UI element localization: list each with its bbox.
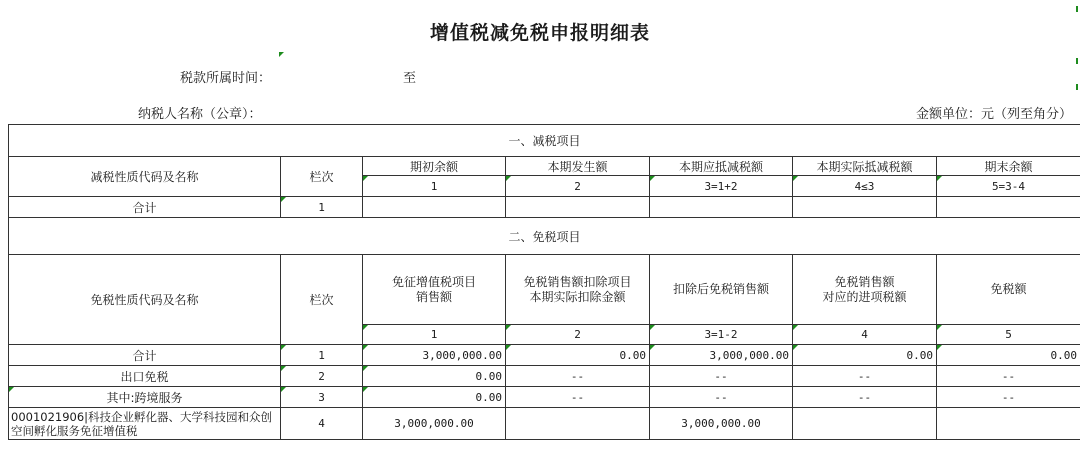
- table-row: [9, 387, 1080, 408]
- taxpayer-name-label: 纳税人名称（公章）：: [138, 107, 262, 122]
- row-line: [281, 345, 363, 366]
- cell-marker-icon: [363, 176, 368, 181]
- row-line: [281, 366, 363, 387]
- cell-marker-icon: [793, 325, 798, 330]
- row-name-text: 其中:跨境服务: [106, 390, 183, 405]
- value-cell[interactable]: [650, 197, 793, 218]
- value-cell[interactable]: [650, 345, 793, 366]
- cell-marker-icon: [650, 325, 655, 330]
- value-cell[interactable]: [793, 197, 937, 218]
- cell-marker-icon: [9, 387, 14, 392]
- table-row: [9, 197, 1080, 218]
- cell-marker-icon: [363, 325, 368, 330]
- col-code: [793, 176, 937, 197]
- col-code: [363, 176, 506, 197]
- cell-marker-icon: [650, 176, 655, 181]
- value-cell[interactable]: [363, 366, 506, 387]
- col-code: [506, 325, 650, 345]
- value-cell: --: [937, 387, 1080, 408]
- value-cell[interactable]: [937, 197, 1080, 218]
- col-code-text: 4: [861, 328, 868, 341]
- col-header: 本期应抵减税额: [650, 157, 793, 176]
- col-code-text: 1: [430, 179, 438, 193]
- value-cell[interactable]: [937, 345, 1080, 366]
- row-line: 4: [281, 408, 363, 440]
- col-code: [937, 325, 1080, 345]
- value-cell: --: [650, 366, 793, 387]
- section1-line-header: 栏次: [281, 157, 363, 197]
- row-line-text: 1: [318, 200, 325, 214]
- value-text: 3,000,000.00: [709, 348, 789, 362]
- row-name: [9, 387, 281, 408]
- col-header-text: 扣除后免税销售额: [672, 282, 769, 296]
- cell-marker-icon: [937, 345, 942, 350]
- col-header-text: 免税额: [990, 282, 1027, 296]
- col-header-text: 免征增值税项目 销售额: [391, 274, 476, 304]
- row-name: 合计: [9, 345, 281, 366]
- cell-marker-icon: [650, 345, 655, 350]
- cell-marker-icon: [793, 345, 798, 350]
- value-cell[interactable]: [506, 408, 650, 440]
- col-code: [363, 325, 506, 345]
- cell-marker-icon: [363, 387, 368, 392]
- cell-marker-icon: [363, 345, 368, 350]
- row-line: [281, 197, 363, 218]
- period-label: 税款所属时间：: [180, 71, 272, 86]
- col-code-text: 2: [574, 328, 581, 341]
- value-cell[interactable]: [363, 387, 506, 408]
- cell-marker-icon: [281, 345, 286, 350]
- col-code-text: 2: [574, 179, 581, 193]
- table-row: [9, 408, 1080, 440]
- cell-marker-icon: [937, 325, 942, 330]
- value-cell[interactable]: 3,000,000.00: [650, 408, 793, 440]
- period-separator: 至: [403, 71, 417, 86]
- col-header: [506, 255, 650, 325]
- edge-marker-icon: [1076, 84, 1078, 90]
- section1-title: 一、减税项目: [9, 125, 1080, 157]
- cell-marker-icon: [281, 366, 286, 371]
- row-name: 合计: [9, 197, 281, 218]
- section1-name-header: 减税性质代码及名称: [9, 157, 281, 197]
- section2-line-header: 栏次: [281, 255, 363, 345]
- row-line-text: 3: [318, 390, 325, 404]
- cell-marker-icon: [281, 387, 286, 392]
- value-text: 0.00: [1050, 348, 1078, 362]
- col-header: [937, 255, 1080, 325]
- col-code: [650, 325, 793, 345]
- value-cell: --: [506, 366, 650, 387]
- value-cell[interactable]: [363, 197, 506, 218]
- col-header: 本期发生额: [506, 157, 650, 176]
- col-header: 本期实际抵减税额: [793, 157, 937, 176]
- col-header: [793, 255, 937, 325]
- cell-marker-icon: [279, 52, 284, 57]
- row-line-text: 2: [318, 369, 325, 383]
- value-text: 0.00: [475, 369, 502, 383]
- value-cell[interactable]: [793, 345, 937, 366]
- cell-marker-icon: [363, 366, 368, 371]
- form-title: 增值税减免税申报明细表: [429, 22, 650, 44]
- row-name: 出口免税: [9, 366, 281, 387]
- cell-marker-icon: [506, 176, 511, 181]
- col-header: 期初余额: [363, 157, 506, 176]
- value-cell[interactable]: [506, 345, 650, 366]
- value-cell: --: [793, 387, 937, 408]
- col-code-text: 3=1-2: [704, 328, 738, 341]
- col-header: 期末余额: [937, 157, 1080, 176]
- col-code-text: 5: [1005, 328, 1012, 341]
- amount-unit-label: 金额单位：元（列至角分）: [915, 107, 1072, 122]
- col-code: [793, 325, 937, 345]
- value-text: 0.00: [619, 348, 646, 362]
- value-text: 3,000,000.00: [422, 348, 502, 362]
- value-cell: --: [937, 366, 1080, 387]
- value-cell: --: [793, 366, 937, 387]
- col-code-text: 5=3-4: [991, 179, 1026, 193]
- cell-marker-icon: [506, 325, 511, 330]
- value-text: 0.00: [475, 390, 502, 404]
- cell-marker-icon: [793, 176, 798, 181]
- value-cell[interactable]: [506, 197, 650, 218]
- col-code: [650, 176, 793, 197]
- value-cell[interactable]: [793, 408, 937, 440]
- col-code-text: 1: [430, 328, 438, 341]
- table-row: [9, 366, 1080, 387]
- cell-marker-icon: [506, 345, 511, 350]
- col-header-text: 免税销售额 对应的进项税额: [822, 274, 907, 304]
- value-text: 0.00: [906, 348, 933, 362]
- section2-name-header: 免税性质代码及名称: [9, 255, 281, 345]
- value-cell[interactable]: 3,000,000.00: [363, 408, 506, 440]
- edge-marker-icon: [1076, 58, 1078, 64]
- table-row: [9, 345, 1080, 366]
- col-header-text: 免税销售额扣除项目 本期实际扣除金额: [523, 274, 632, 304]
- col-code: [506, 176, 650, 197]
- cell-marker-icon: [281, 197, 286, 202]
- col-header: [650, 255, 793, 325]
- row-line-text: 1: [318, 348, 325, 362]
- value-cell: --: [650, 387, 793, 408]
- edge-marker-icon: [1076, 6, 1078, 12]
- declaration-table: [8, 124, 1080, 461]
- row-name[interactable]: 0001021906|科技企业孵化器、大学科技园和众创空间孵化服务免征增值税: [9, 408, 281, 440]
- section2-title: 二、免税项目: [9, 218, 1080, 255]
- value-cell: --: [506, 387, 650, 408]
- value-cell[interactable]: [937, 408, 1080, 440]
- value-cell[interactable]: [363, 345, 506, 366]
- col-code-text: 4≤3: [854, 179, 875, 193]
- cell-marker-icon: [937, 176, 942, 181]
- col-header: [363, 255, 506, 325]
- row-line: [281, 387, 363, 408]
- col-code: [937, 176, 1080, 197]
- col-code-text: 3=1+2: [704, 179, 738, 193]
